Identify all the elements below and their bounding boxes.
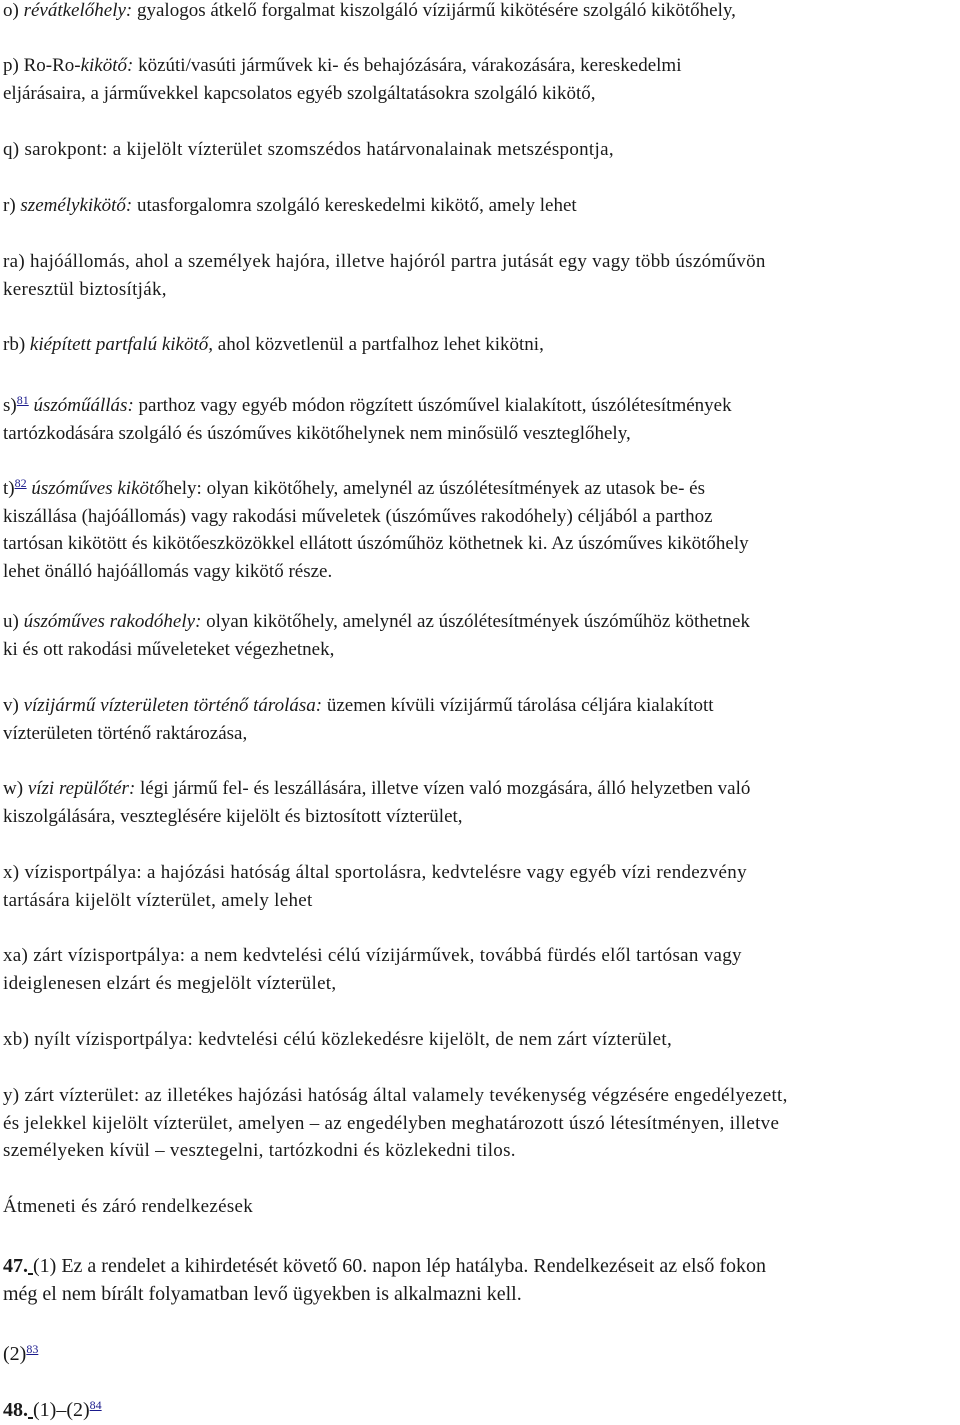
section-heading [3, 1193, 953, 1221]
definition-t [3, 470, 953, 585]
definition-text: kiszállása (hajóállomás) vagy rakodási műveletek (úszóműves rakodóhely) céljából a parthoz [3, 505, 713, 527]
footnote-link-83[interactable]: 83 [26, 1342, 39, 1356]
definition-o [3, 0, 953, 25]
paragraph-label: (2) [3, 1343, 27, 1365]
definition-r [3, 192, 953, 220]
definition-q [3, 136, 953, 164]
definition-text: ra) hajóállomás, ahol a személyek hajóra, illetve hajóról partra jutását egy vagy több úszóművön [3, 251, 766, 272]
section-text: még el nem bírált folyamatban levő ügyekben is alkalmazni kell. [3, 1282, 522, 1305]
item-label: s) [3, 395, 17, 416]
definition-text: xa) zárt vízisportpálya: a nem kedvtelési célú vízijárművek, továbbá fürdés elől tartósan vagy [3, 945, 742, 966]
section-47 [3, 1253, 953, 1308]
term: kikötő: [80, 55, 134, 76]
section-48 [3, 1392, 953, 1425]
definition-text: és jelekkel kijelölt vízterület, amelyen – az engedélyben meghatározott úszó létesítményen, illetve [3, 1112, 780, 1134]
item-label: rb) [3, 334, 30, 355]
item-label: p) Ro-Ro- [3, 55, 81, 76]
term: vízijármű vízterületen történő tárolása: [23, 695, 323, 716]
section-heading-text: Átmeneti és záró rendelkezések [3, 1196, 254, 1217]
section-47-paragraph-2 [3, 1336, 953, 1369]
item-label: w) [3, 778, 28, 799]
definition-text: olyan kikötőhely, amelynél az úszólétesítmények úszóműhöz köthetnek [201, 611, 750, 632]
term: vízi repülőtér: [27, 778, 136, 799]
definition-y [3, 1082, 953, 1165]
footnote-link-81[interactable]: 81 [16, 393, 29, 407]
definition-text: xb) nyílt vízisportpálya: kedvtelési célú közlekedésre kijelölt, de nem zárt vízterület, [3, 1029, 673, 1050]
definition-text: lehet önálló hajóállomás vagy kikötő része. [3, 560, 333, 582]
section-number: 47. [3, 1255, 28, 1277]
definition-text: utasforgalomra szolgáló kereskedelmi kikötő, amely lehet [132, 195, 577, 216]
term: úszóműállás: [28, 395, 134, 416]
definition-text: légi jármű fel- és leszállására, illetve vízen való mozgására, álló helyzetben való [135, 778, 751, 799]
definition-ra [3, 248, 953, 303]
item-label: o) [3, 0, 24, 21]
definition-text: gyalogos átkelő forgalmat kiszolgáló vízijármű kikötésére szolgáló kikötőhely, [132, 0, 736, 21]
definition-text: keresztül biztosítják, [3, 278, 167, 300]
definition-text: ideiglenesen elzárt és megjelölt vízterület, [3, 972, 337, 994]
item-label: t) [3, 478, 15, 499]
item-label: u) [3, 611, 24, 632]
definition-x [3, 859, 953, 914]
section-text: (1) Ez a rendelet a kihirdetését követő 60. napon lép hatályba. Rendelkezéseit az első fokon [33, 1255, 767, 1277]
definition-text: üzemen kívüli vízijármű tárolása céljára kialakított [322, 695, 714, 716]
section-text: (1)–(2) [33, 1399, 90, 1421]
term: révátkelőhely: [23, 0, 133, 21]
definition-xb [3, 1026, 953, 1054]
definition-text: ki és ott rakodási műveleteket végezhetnek, [3, 638, 335, 660]
definition-text: tartózkodására szolgáló és úszóműves kikötőhelynek nem minősülő veszteglőhely, [3, 422, 631, 444]
definition-p [3, 52, 953, 107]
definition-rb [3, 331, 953, 359]
item-label: r) [3, 195, 21, 216]
definition-w [3, 775, 953, 830]
definition-text: személyeken kívül – vesztegelni, tartózkodni és közlekedni tilos. [3, 1140, 516, 1161]
definition-text: vízterületen történő raktározása, [3, 722, 248, 744]
definition-text: olyan kikötőhely, amelynél az úszólétesítmények az utasok be- és [201, 478, 705, 499]
footnote-link-84[interactable]: 84 [89, 1398, 102, 1412]
term: úszóműves rakodóhely: [23, 611, 202, 632]
term-suffix: hely: [163, 478, 202, 499]
definition-text: tartósan kikötött és kikötőeszközökkel ellátott úszóműhöz köthetnek ki. Az úszóműves kikötőhely [3, 533, 749, 554]
section-number: 48. [3, 1399, 28, 1421]
definition-xa [3, 942, 953, 997]
definition-text: ahol közvetlenül a partfalhoz lehet kikötni, [213, 334, 544, 355]
definition-text: közúti/vasúti járművek ki- és behajózására, várakozására, kereskedelmi [133, 55, 682, 76]
definition-text: q) sarokpont: a kijelölt vízterület szomszédos határvonalainak metszéspontja, [3, 139, 614, 160]
definition-text: eljárásaira, a járművekkel kapcsolatos egyéb szolgáltatásokra szolgáló kikötő, [3, 82, 596, 104]
definition-text: y) zárt vízterület: az illetékes hajózási hatóság által valamely tevékenység végzésére engedélyezett, [3, 1085, 788, 1106]
definition-v [3, 692, 953, 747]
definition-text: tartására kijelölt vízterület, amely lehet [3, 889, 313, 911]
term: úszóműves kikötő [26, 478, 164, 499]
term: személykikötő: [20, 195, 133, 216]
item-label: v) [3, 695, 24, 716]
term: kiépített partfalú kikötő, [29, 334, 214, 355]
definition-s [3, 387, 953, 447]
footnote-link-82[interactable]: 82 [14, 476, 27, 490]
definition-u [3, 608, 953, 663]
definition-text: x) vízisportpálya: a hajózási hatóság által sportolásra, kedvtelésre vagy egyéb vízi rendezvény [3, 862, 747, 883]
definition-text: parthoz vagy egyéb módon rögzített úszóművel kialakított, úszólétesítmények [133, 395, 732, 416]
definition-text: kiszolgálására, veszteglésére kijelölt és biztosított vízterület, [3, 805, 463, 827]
